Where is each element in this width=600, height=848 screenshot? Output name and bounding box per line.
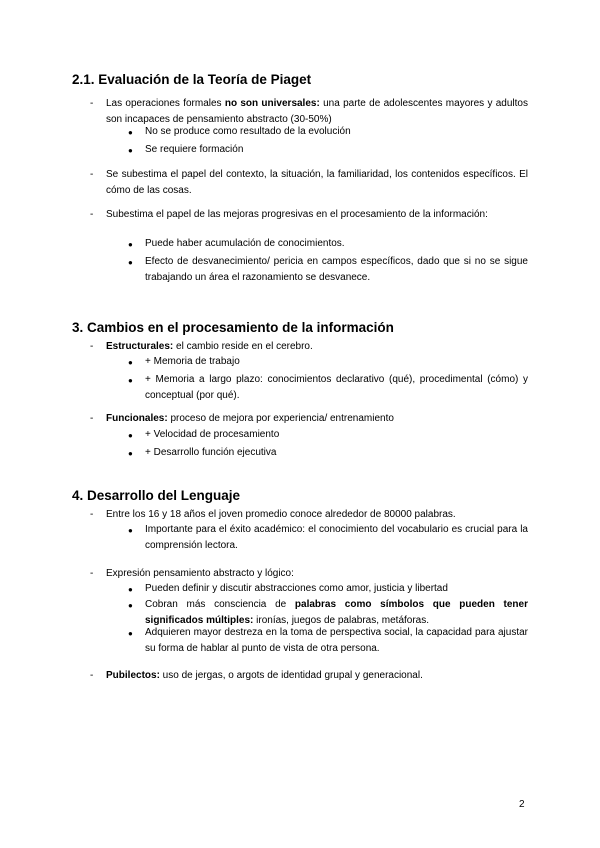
dash-marker: -	[90, 670, 94, 681]
section-heading-lenguaje: 4. Desarrollo del Lenguaje	[72, 488, 241, 503]
list-item: Funcionales: proceso de mejora por experiencia/ entrenamiento	[106, 413, 394, 424]
list-item: Importante para el éxito académico: el conocimiento del vocabulario es crucial para la comprensión lectora.	[145, 524, 528, 551]
section-heading-piaget: 2.1. Evaluación de la Teoría de Piaget	[72, 72, 312, 87]
bold-term: Funcionales:	[106, 413, 168, 424]
bullet-marker: ●	[128, 146, 133, 155]
list-item: No se produce como resultado de la evolución	[145, 126, 351, 137]
list-item: Se requiere formación	[145, 144, 244, 155]
bold-term: no son universales:	[224, 98, 320, 109]
list-item: Subestima el papel de las mejoras progresivas en el procesamiento de la información:	[106, 209, 488, 220]
bold-term: palabras como símbolos que pueden tener significados múltiples:	[145, 599, 528, 626]
dash-marker: -	[90, 169, 94, 180]
bullet-marker: ●	[128, 431, 133, 440]
bold-term: Pubilectos:	[106, 670, 160, 681]
list-item: Pubilectos: uso de jergas, o argots de identidad grupal y generacional.	[106, 670, 423, 681]
bullet-marker: ●	[128, 601, 133, 610]
dash-marker: -	[90, 509, 94, 520]
list-item: Puede haber acumulación de conocimientos.	[145, 238, 345, 249]
bullet-marker: ●	[128, 526, 133, 535]
list-item: Expresión pensamiento abstracto y lógico:	[106, 568, 294, 579]
bullet-marker: ●	[128, 585, 133, 594]
bullet-marker: ●	[128, 449, 133, 458]
list-item: Estructurales: el cambio reside en el cerebro.	[106, 341, 313, 352]
list-item: + Memoria a largo plazo: conocimientos declarativo (qué), procedimental (cómo) y conceptual (por qué).	[145, 374, 528, 401]
dash-marker: -	[90, 341, 94, 352]
list-item: + Desarrollo función ejecutiva	[145, 447, 277, 458]
bullet-marker: ●	[128, 128, 133, 137]
bullet-marker: ●	[128, 240, 133, 249]
list-item: Se subestima el papel del contexto, la situación, la familiaridad, los contenidos específicos. El cómo de las cosas.	[106, 169, 528, 196]
dash-marker: -	[90, 413, 94, 424]
bullet-marker: ●	[128, 629, 133, 638]
dash-marker: -	[90, 209, 94, 220]
list-item: Efecto de desvanecimiento/ pericia en campos específicos, dado que si no se sigue trabajando un área el razonamiento se desvanece.	[145, 256, 528, 283]
bold-term: Estructurales:	[106, 341, 174, 352]
bullet-marker: ●	[128, 258, 133, 267]
bullet-marker: ●	[128, 358, 133, 367]
list-item: + Memoria de trabajo	[145, 356, 240, 367]
bullet-marker: ●	[128, 376, 133, 385]
list-item: Adquieren mayor destreza en la toma de perspectiva social, la capacidad para ajustar su forma de hablar al punto de vista de otra persona.	[145, 627, 528, 654]
page-number: 2	[519, 799, 525, 810]
list-item: Las operaciones formales no son universales: una parte de adolescentes mayores y adultos son incapaces de pensamiento abstracto (30-50%)	[106, 98, 528, 125]
list-item: Pueden definir y discutir abstracciones como amor, justicia y libertad	[145, 583, 448, 594]
list-item: + Velocidad de procesamiento	[145, 429, 280, 440]
dash-marker: -	[90, 568, 94, 579]
list-item: Cobran más consciencia de palabras como símbolos que pueden tener significados múltiples: ironías, juegos de palabras, metáforas.	[145, 599, 528, 626]
dash-marker: -	[90, 98, 94, 109]
list-item: Entre los 16 y 18 años el joven promedio conoce alrededor de 80000 palabras.	[106, 509, 456, 520]
section-heading-procesamiento: 3. Cambios en el procesamiento de la información	[72, 320, 394, 335]
